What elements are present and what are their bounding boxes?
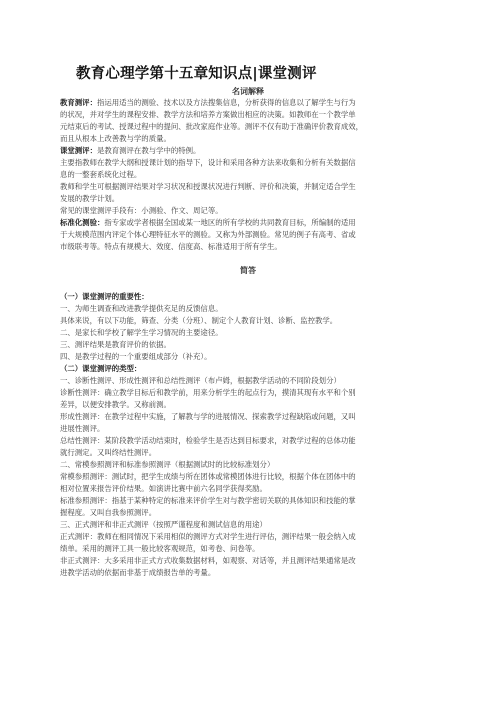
line-text: 就行测定。又叫终结性测评。 bbox=[60, 448, 157, 457]
line-text: 一、为师生调查和改进教学提供充足的反馈信息。 bbox=[60, 304, 223, 313]
text-line bbox=[60, 459, 440, 471]
text-line bbox=[60, 169, 440, 181]
line-text: 指专家或学者根据全国或某一地区的所有学校的共同教育目标，所编制的适用 bbox=[104, 218, 356, 227]
line-text: 具体来说，有以下功能，筛查、分类（分班）、制定个人教育计划、诊断、监控教学。 bbox=[60, 316, 338, 325]
line-text: 二、常模参照测评和标准参照测评（根据测试时的比较标准划分） bbox=[60, 460, 275, 469]
text-line bbox=[60, 217, 440, 229]
text-line bbox=[60, 291, 440, 303]
line-text: 正式测评：教师在相同情况下采用相似的测评方式对学生进行评估，测评结果一般会纳入成 bbox=[60, 532, 356, 541]
text-line bbox=[60, 519, 440, 531]
line-text: 主要指教师在教学大纲和授课计划的指导下，设计和采用各种方法来收集和分析有关数据信 bbox=[60, 158, 356, 167]
line-text: 三、正式测评和非正式测评（按照严谨程度和测试信息的用途） bbox=[60, 520, 267, 529]
text-line bbox=[60, 229, 440, 241]
text-line bbox=[60, 423, 440, 435]
text-line bbox=[60, 387, 440, 399]
line-text: 形成性测评：在教学过程中实施，了解教与学的进展情况、探索教学过程缺陷或问题，又叫 bbox=[60, 412, 356, 421]
line-text: 是教育测评在教与学中的特例。 bbox=[96, 146, 201, 155]
text-line bbox=[60, 97, 440, 109]
text-line bbox=[60, 507, 440, 519]
term-label: 课堂测评： bbox=[60, 146, 97, 155]
page-title: 教育心理学第十五章知识点|课堂测评 bbox=[76, 66, 317, 82]
text-line bbox=[60, 363, 440, 375]
text-line bbox=[60, 483, 440, 495]
text-line bbox=[60, 121, 440, 133]
line-text: 四、是教学过程的一个重要组成部分（补充）。 bbox=[60, 352, 212, 361]
text-line bbox=[60, 411, 440, 423]
text-line bbox=[60, 303, 440, 315]
line-text: 元结束后的考试、授课过程中的提问、批改家庭作业等。测评不仅有助于准确评价教育成效， bbox=[60, 122, 364, 131]
text-line bbox=[60, 315, 440, 327]
term-label: （一）课堂测评的重要性： bbox=[60, 292, 149, 301]
line-text: 的状况，并对学生的课程安排、教学方法和培养方案做出相应的决策。如教师在一个教学单 bbox=[60, 110, 356, 119]
text-line bbox=[60, 241, 440, 253]
text-line bbox=[60, 555, 440, 567]
text-line bbox=[60, 205, 440, 217]
line-text: 相对位置来报告评价结果。如演讲比赛中前六名同学获得奖励。 bbox=[60, 484, 267, 493]
term-label: 教育测评： bbox=[60, 98, 97, 107]
line-text: 进教学活动的依据而非基于成绩报告单的考量。 bbox=[60, 568, 216, 577]
line-text: 非正式测评：大多采用非正式方式收集数据材料，如观察、对话等，并且测评结果通常是改 bbox=[60, 556, 356, 565]
line-text: 一、诊断性测评、形成性测评和总结性测评（布卢姆，根据教学活动的不同阶段划分） bbox=[60, 376, 341, 385]
line-text: 常见的课堂测评手段有：小测验、作文、周记等。 bbox=[60, 206, 223, 215]
line-text: 绩单。采用的测评工具一般比较客观规范，如考卷、问卷等。 bbox=[60, 544, 260, 553]
line-text: 息的一整套系统化过程。 bbox=[60, 170, 142, 179]
line-text: 差异，以便安排教学。又称前测。 bbox=[60, 400, 171, 409]
text-line bbox=[60, 181, 440, 193]
text-line bbox=[60, 543, 440, 555]
text-line bbox=[60, 471, 440, 483]
text-line bbox=[60, 399, 440, 411]
line-text: 三、测评结果是教育评价的依据。 bbox=[60, 340, 171, 349]
text-line bbox=[60, 327, 440, 339]
line-text: 二、是家长和学校了解学生学习情况的主要途径。 bbox=[60, 328, 223, 337]
text-line bbox=[60, 145, 440, 157]
text-line bbox=[60, 109, 440, 121]
line-text: 而且从根本上改善教与学的质量。 bbox=[60, 134, 171, 143]
line-text: 标准参照测评：指基于某种特定的标准来评价学生对与教学密切关联的具体知识和技能的掌 bbox=[60, 496, 356, 505]
text-line bbox=[60, 531, 440, 543]
text-line bbox=[60, 495, 440, 507]
text-line bbox=[60, 567, 440, 579]
term-label: （二）课堂测评的类型： bbox=[60, 364, 142, 373]
line-text: 教师和学生可根据测评结果对学习状况和授课状况进行判断、评价和决策，并制定适合学生 bbox=[60, 182, 356, 191]
text-line bbox=[60, 133, 440, 145]
text-line bbox=[60, 339, 440, 351]
section-short-answer-body bbox=[60, 291, 440, 579]
section-terms-body bbox=[60, 97, 440, 253]
text-line bbox=[60, 157, 440, 169]
section-heading-terms: 名词解释 bbox=[232, 87, 264, 96]
section-heading-short-answer: 简答 bbox=[240, 266, 256, 275]
line-text: 市级联考等。特点有规模大、效度、信度高、标准适用于所有学生。 bbox=[60, 242, 282, 251]
line-text: 指运用适当的测验、技术以及方法搜集信息，分析获得的信息以了解学生与行为 bbox=[96, 98, 356, 107]
line-text: 常模参照测评：测试时，把学生成绩与所在团体或常模团体进行比较，根据个体在团体中的 bbox=[60, 472, 356, 481]
text-line bbox=[60, 193, 440, 205]
text-line bbox=[60, 351, 440, 363]
line-text: 总结性测评：某阶段教学活动结束时，检验学生是否达到目标要求，对教学过程的总体功能 bbox=[60, 436, 356, 445]
text-line bbox=[60, 375, 440, 387]
line-text: 进展性测评。 bbox=[60, 424, 105, 433]
line-text: 于大规模范围内评定个体心理特征水平的测验。又称为外部测验。常见的例子有高考、省或 bbox=[60, 230, 356, 239]
text-line bbox=[60, 435, 440, 447]
line-text: 诊断性测评：确立教学目标后和教学前，用来分析学生的起点行为，摸清其现有水平和个别 bbox=[60, 388, 356, 397]
term-label: 标准化测验： bbox=[60, 218, 105, 227]
line-text: 握程度。又叫自我参照测评。 bbox=[60, 508, 157, 517]
text-line bbox=[60, 447, 440, 459]
line-text: 发展的教学计划。 bbox=[60, 194, 120, 203]
